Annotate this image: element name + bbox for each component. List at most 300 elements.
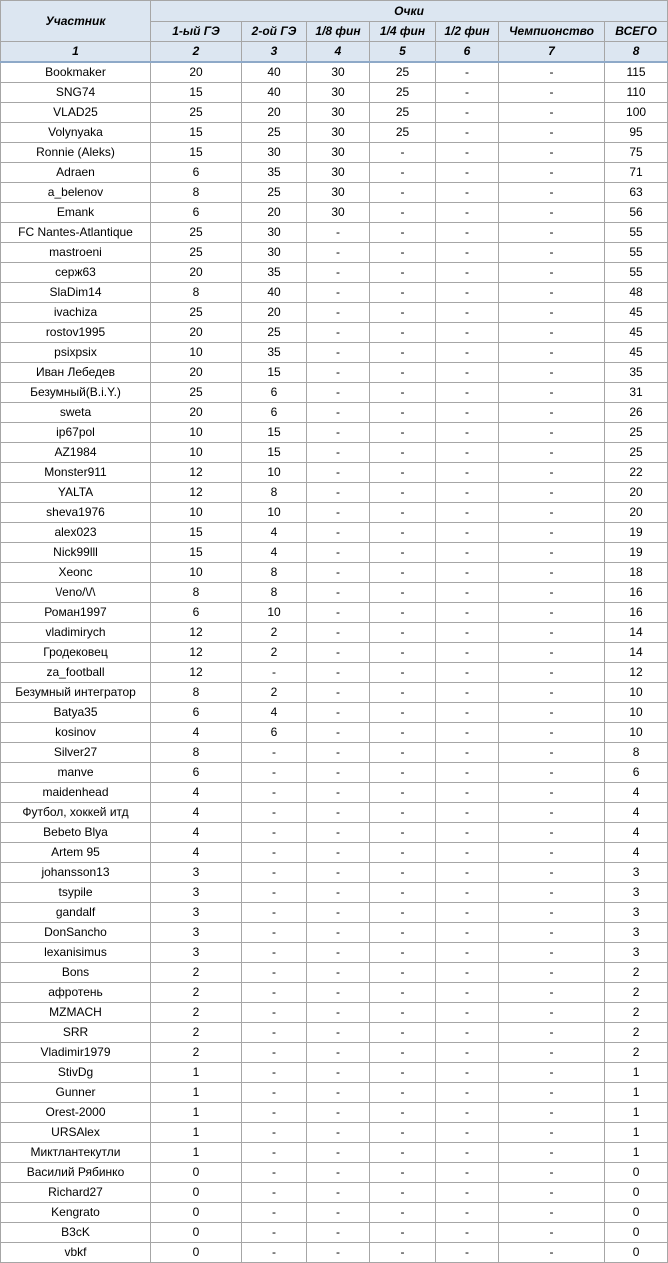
- stage-1-cell: 6: [151, 763, 242, 783]
- participant-name-cell: Adraen: [1, 163, 151, 183]
- semifinal-cell: -: [436, 163, 499, 183]
- total-cell: 45: [605, 323, 668, 343]
- championship-cell: -: [499, 123, 605, 143]
- stage-2-cell: 2: [242, 643, 307, 663]
- semifinal-cell: -: [436, 1003, 499, 1023]
- semifinal-cell: -: [436, 603, 499, 623]
- participant-name-cell: Безумный интегратор: [1, 683, 151, 703]
- stage-1-cell: 1: [151, 1063, 242, 1083]
- stage-2-cell: 25: [242, 323, 307, 343]
- round-of-16-cell: -: [307, 1223, 370, 1243]
- quarterfinal-cell: -: [370, 863, 436, 883]
- quarterfinal-cell: -: [370, 403, 436, 423]
- round-of-16-cell: -: [307, 1203, 370, 1223]
- total-cell: 71: [605, 163, 668, 183]
- total-cell: 14: [605, 623, 668, 643]
- stage-2-cell: -: [242, 1183, 307, 1203]
- participant-name-cell: psixpsix: [1, 343, 151, 363]
- round-of-16-cell: -: [307, 403, 370, 423]
- quarterfinal-cell: -: [370, 303, 436, 323]
- total-cell: 19: [605, 523, 668, 543]
- column-number: 8: [605, 42, 668, 63]
- round-of-16-cell: -: [307, 363, 370, 383]
- quarterfinal-cell: -: [370, 543, 436, 563]
- total-cell: 19: [605, 543, 668, 563]
- stage-1-cell: 4: [151, 823, 242, 843]
- round-of-16-cell: -: [307, 423, 370, 443]
- table-row: [1, 1003, 668, 1023]
- championship-cell: -: [499, 963, 605, 983]
- quarterfinal-cell: -: [370, 1143, 436, 1163]
- quarterfinal-cell: -: [370, 203, 436, 223]
- championship-cell: -: [499, 1023, 605, 1043]
- table-row: [1, 543, 668, 563]
- participant-name-cell: VLAD25: [1, 103, 151, 123]
- championship-cell: -: [499, 243, 605, 263]
- stage-2-cell: 2: [242, 683, 307, 703]
- table-row: [1, 743, 668, 763]
- table-row: [1, 423, 668, 443]
- table-row: [1, 583, 668, 603]
- participant-name-cell: Xeonc: [1, 563, 151, 583]
- participant-name-cell: gandalf: [1, 903, 151, 923]
- stage-1-cell: 4: [151, 803, 242, 823]
- round-of-16-cell: 30: [307, 163, 370, 183]
- stage-1-cell: 1: [151, 1123, 242, 1143]
- stage-2-cell: 40: [242, 83, 307, 103]
- quarterfinal-cell: -: [370, 283, 436, 303]
- stage-2-cell: -: [242, 1063, 307, 1083]
- total-cell: 35: [605, 363, 668, 383]
- quarterfinal-cell: -: [370, 743, 436, 763]
- championship-cell: -: [499, 703, 605, 723]
- total-cell: 26: [605, 403, 668, 423]
- championship-cell: -: [499, 1063, 605, 1083]
- round-of-16-cell: -: [307, 443, 370, 463]
- quarterfinal-cell: -: [370, 1003, 436, 1023]
- stage-1-cell: 3: [151, 903, 242, 923]
- stage-1-cell: 0: [151, 1243, 242, 1263]
- round-of-16-cell: 30: [307, 103, 370, 123]
- participant-name-cell: Monster911: [1, 463, 151, 483]
- round-of-16-cell: 30: [307, 203, 370, 223]
- header-points: Очки: [151, 1, 668, 22]
- table-row: [1, 163, 668, 183]
- quarterfinal-cell: -: [370, 683, 436, 703]
- participant-name-cell: B3cK: [1, 1223, 151, 1243]
- total-cell: 16: [605, 583, 668, 603]
- quarterfinal-cell: -: [370, 963, 436, 983]
- total-cell: 4: [605, 823, 668, 843]
- championship-cell: -: [499, 943, 605, 963]
- semifinal-cell: -: [436, 403, 499, 423]
- round-of-16-cell: -: [307, 603, 370, 623]
- participant-name-cell: Emank: [1, 203, 151, 223]
- semifinal-cell: -: [436, 483, 499, 503]
- participant-name-cell: ip67pol: [1, 423, 151, 443]
- total-cell: 3: [605, 903, 668, 923]
- stage-2-cell: 8: [242, 583, 307, 603]
- semifinal-cell: -: [436, 563, 499, 583]
- stage-1-cell: 8: [151, 683, 242, 703]
- participant-name-cell: za_football: [1, 663, 151, 683]
- stage-1-cell: 8: [151, 743, 242, 763]
- stage-2-cell: 20: [242, 303, 307, 323]
- table-row: [1, 863, 668, 883]
- total-cell: 8: [605, 743, 668, 763]
- stage-2-cell: -: [242, 1103, 307, 1123]
- semifinal-cell: -: [436, 1023, 499, 1043]
- stage-1-cell: 25: [151, 383, 242, 403]
- stage-2-cell: -: [242, 763, 307, 783]
- participant-name-cell: Gunner: [1, 1083, 151, 1103]
- stage-1-cell: 8: [151, 183, 242, 203]
- participant-name-cell: vbkf: [1, 1243, 151, 1263]
- table-row: [1, 883, 668, 903]
- stage-1-cell: 0: [151, 1223, 242, 1243]
- participant-name-cell: Футбол, хоккей итд: [1, 803, 151, 823]
- stage-1-cell: 6: [151, 603, 242, 623]
- stage-1-cell: 15: [151, 123, 242, 143]
- table-row: [1, 1083, 668, 1103]
- total-cell: 6: [605, 763, 668, 783]
- championship-cell: -: [499, 443, 605, 463]
- quarterfinal-cell: -: [370, 983, 436, 1003]
- table-row: [1, 1043, 668, 1063]
- round-of-16-cell: -: [307, 1103, 370, 1123]
- semifinal-cell: -: [436, 62, 499, 83]
- total-cell: 45: [605, 303, 668, 323]
- semifinal-cell: -: [436, 663, 499, 683]
- header-stage-2: 2-ой ГЭ: [242, 22, 307, 42]
- round-of-16-cell: -: [307, 923, 370, 943]
- championship-cell: -: [499, 283, 605, 303]
- stage-2-cell: 30: [242, 223, 307, 243]
- stage-1-cell: 1: [151, 1083, 242, 1103]
- header-total: ВСЕГО: [605, 22, 668, 42]
- quarterfinal-cell: -: [370, 483, 436, 503]
- round-of-16-cell: -: [307, 723, 370, 743]
- participant-name-cell: manve: [1, 763, 151, 783]
- participant-name-cell: SlaDim14: [1, 283, 151, 303]
- round-of-16-cell: 30: [307, 123, 370, 143]
- table-row: [1, 463, 668, 483]
- stage-1-cell: 0: [151, 1203, 242, 1223]
- stage-1-cell: 4: [151, 783, 242, 803]
- quarterfinal-cell: -: [370, 163, 436, 183]
- semifinal-cell: -: [436, 1243, 499, 1263]
- semifinal-cell: -: [436, 503, 499, 523]
- quarterfinal-cell: -: [370, 243, 436, 263]
- stage-2-cell: 15: [242, 423, 307, 443]
- round-of-16-cell: -: [307, 503, 370, 523]
- participant-name-cell: FC Nantes-Atlantique: [1, 223, 151, 243]
- table-row: [1, 83, 668, 103]
- semifinal-cell: -: [436, 943, 499, 963]
- column-number: 1: [1, 42, 151, 63]
- semifinal-cell: -: [436, 903, 499, 923]
- participant-name-cell: Ronnie (Aleks): [1, 143, 151, 163]
- quarterfinal-cell: -: [370, 623, 436, 643]
- semifinal-cell: -: [436, 623, 499, 643]
- quarterfinal-cell: -: [370, 343, 436, 363]
- round-of-16-cell: -: [307, 483, 370, 503]
- participant-name-cell: mastroeni: [1, 243, 151, 263]
- round-of-16-cell: -: [307, 863, 370, 883]
- stage-1-cell: 12: [151, 623, 242, 643]
- table-row: [1, 1143, 668, 1163]
- total-cell: 18: [605, 563, 668, 583]
- participant-name-cell: Роман1997: [1, 603, 151, 623]
- quarterfinal-cell: -: [370, 923, 436, 943]
- participant-name-cell: Bookmaker: [1, 62, 151, 83]
- championship-cell: -: [499, 863, 605, 883]
- stage-2-cell: 8: [242, 563, 307, 583]
- stage-2-cell: 20: [242, 103, 307, 123]
- quarterfinal-cell: -: [370, 643, 436, 663]
- table-row: [1, 1183, 668, 1203]
- championship-cell: -: [499, 723, 605, 743]
- table-row: [1, 483, 668, 503]
- round-of-16-cell: -: [307, 303, 370, 323]
- round-of-16-cell: -: [307, 463, 370, 483]
- stage-1-cell: 20: [151, 62, 242, 83]
- semifinal-cell: -: [436, 1103, 499, 1123]
- table-row: [1, 443, 668, 463]
- table-body: [1, 62, 668, 1263]
- stage-2-cell: 10: [242, 463, 307, 483]
- total-cell: 0: [605, 1203, 668, 1223]
- semifinal-cell: -: [436, 383, 499, 403]
- semifinal-cell: -: [436, 883, 499, 903]
- total-cell: 10: [605, 703, 668, 723]
- championship-cell: -: [499, 1123, 605, 1143]
- round-of-16-cell: -: [307, 1183, 370, 1203]
- stage-2-cell: -: [242, 843, 307, 863]
- stage-2-cell: 2: [242, 623, 307, 643]
- table-row: [1, 143, 668, 163]
- quarterfinal-cell: -: [370, 723, 436, 743]
- total-cell: 110: [605, 83, 668, 103]
- championship-cell: -: [499, 523, 605, 543]
- table-row: [1, 123, 668, 143]
- stage-1-cell: 6: [151, 203, 242, 223]
- table-row: [1, 903, 668, 923]
- header-participant: Участник: [1, 1, 151, 42]
- total-cell: 25: [605, 443, 668, 463]
- stage-2-cell: -: [242, 883, 307, 903]
- championship-cell: -: [499, 203, 605, 223]
- total-cell: 48: [605, 283, 668, 303]
- quarterfinal-cell: -: [370, 1203, 436, 1223]
- table-row: [1, 1223, 668, 1243]
- championship-cell: -: [499, 423, 605, 443]
- semifinal-cell: -: [436, 523, 499, 543]
- total-cell: 55: [605, 243, 668, 263]
- total-cell: 0: [605, 1163, 668, 1183]
- round-of-16-cell: 30: [307, 83, 370, 103]
- stage-1-cell: 4: [151, 723, 242, 743]
- stage-1-cell: 20: [151, 323, 242, 343]
- total-cell: 20: [605, 483, 668, 503]
- stage-1-cell: 3: [151, 863, 242, 883]
- round-of-16-cell: -: [307, 223, 370, 243]
- table-row: [1, 183, 668, 203]
- round-of-16-cell: -: [307, 283, 370, 303]
- semifinal-cell: -: [436, 643, 499, 663]
- quarterfinal-cell: -: [370, 1243, 436, 1263]
- quarterfinal-cell: -: [370, 1183, 436, 1203]
- participant-name-cell: lexanisimus: [1, 943, 151, 963]
- championship-cell: -: [499, 1003, 605, 1023]
- participant-name-cell: Vladimir1979: [1, 1043, 151, 1063]
- stage-1-cell: 3: [151, 943, 242, 963]
- stage-2-cell: 30: [242, 243, 307, 263]
- stage-2-cell: 40: [242, 62, 307, 83]
- participant-name-cell: YALTA: [1, 483, 151, 503]
- total-cell: 14: [605, 643, 668, 663]
- table-row: [1, 403, 668, 423]
- quarterfinal-cell: -: [370, 223, 436, 243]
- participant-name-cell: AZ1984: [1, 443, 151, 463]
- stage-2-cell: -: [242, 1003, 307, 1023]
- table-row: [1, 1163, 668, 1183]
- total-cell: 4: [605, 783, 668, 803]
- total-cell: 31: [605, 383, 668, 403]
- championship-cell: -: [499, 803, 605, 823]
- participant-name-cell: серж63: [1, 263, 151, 283]
- championship-cell: -: [499, 563, 605, 583]
- championship-cell: -: [499, 543, 605, 563]
- quarterfinal-cell: -: [370, 943, 436, 963]
- championship-cell: -: [499, 1203, 605, 1223]
- participant-name-cell: alex023: [1, 523, 151, 543]
- semifinal-cell: -: [436, 683, 499, 703]
- semifinal-cell: -: [436, 1203, 499, 1223]
- table-row: [1, 203, 668, 223]
- stage-1-cell: 10: [151, 343, 242, 363]
- table-row: [1, 963, 668, 983]
- participant-name-cell: SRR: [1, 1023, 151, 1043]
- column-number: 4: [307, 42, 370, 63]
- quarterfinal-cell: -: [370, 883, 436, 903]
- semifinal-cell: -: [436, 863, 499, 883]
- stage-1-cell: 8: [151, 283, 242, 303]
- round-of-16-cell: -: [307, 543, 370, 563]
- round-of-16-cell: -: [307, 643, 370, 663]
- round-of-16-cell: -: [307, 963, 370, 983]
- round-of-16-cell: -: [307, 663, 370, 683]
- quarterfinal-cell: -: [370, 463, 436, 483]
- quarterfinal-cell: -: [370, 1063, 436, 1083]
- stage-2-cell: -: [242, 1243, 307, 1263]
- table-row: [1, 1103, 668, 1123]
- stage-2-cell: -: [242, 863, 307, 883]
- total-cell: 4: [605, 843, 668, 863]
- column-number: 5: [370, 42, 436, 63]
- round-of-16-cell: -: [307, 783, 370, 803]
- stage-2-cell: 40: [242, 283, 307, 303]
- semifinal-cell: -: [436, 963, 499, 983]
- stage-2-cell: 4: [242, 543, 307, 563]
- stage-1-cell: 3: [151, 883, 242, 903]
- round-of-16-cell: -: [307, 623, 370, 643]
- stage-2-cell: -: [242, 1023, 307, 1043]
- participant-name-cell: афротень: [1, 983, 151, 1003]
- round-of-16-cell: -: [307, 943, 370, 963]
- stage-1-cell: 25: [151, 103, 242, 123]
- header-quarterfinal: 1/4 фин: [370, 22, 436, 42]
- semifinal-cell: -: [436, 423, 499, 443]
- table-row: [1, 363, 668, 383]
- stage-1-cell: 15: [151, 83, 242, 103]
- semifinal-cell: -: [436, 843, 499, 863]
- round-of-16-cell: -: [307, 1043, 370, 1063]
- table-row: [1, 823, 668, 843]
- header-semifinal: 1/2 фин: [436, 22, 499, 42]
- total-cell: 2: [605, 963, 668, 983]
- participant-name-cell: StivDg: [1, 1063, 151, 1083]
- table-row: [1, 703, 668, 723]
- championship-cell: -: [499, 1223, 605, 1243]
- total-cell: 22: [605, 463, 668, 483]
- semifinal-cell: -: [436, 923, 499, 943]
- total-cell: 1: [605, 1063, 668, 1083]
- participant-name-cell: Orest-2000: [1, 1103, 151, 1123]
- total-cell: 55: [605, 223, 668, 243]
- stage-2-cell: -: [242, 743, 307, 763]
- total-cell: 115: [605, 62, 668, 83]
- stage-1-cell: 12: [151, 483, 242, 503]
- table-row: [1, 763, 668, 783]
- stage-2-cell: -: [242, 823, 307, 843]
- stage-2-cell: -: [242, 1203, 307, 1223]
- round-of-16-cell: -: [307, 1063, 370, 1083]
- table-header: [1, 1, 668, 63]
- total-cell: 95: [605, 123, 668, 143]
- championship-cell: -: [499, 663, 605, 683]
- championship-cell: -: [499, 1083, 605, 1103]
- round-of-16-cell: -: [307, 743, 370, 763]
- total-cell: 3: [605, 943, 668, 963]
- total-cell: 16: [605, 603, 668, 623]
- stage-2-cell: 35: [242, 163, 307, 183]
- table-row: [1, 243, 668, 263]
- semifinal-cell: -: [436, 983, 499, 1003]
- total-cell: 56: [605, 203, 668, 223]
- stage-2-cell: -: [242, 983, 307, 1003]
- table-row: [1, 223, 668, 243]
- participant-name-cell: Bons: [1, 963, 151, 983]
- total-cell: 10: [605, 683, 668, 703]
- stage-1-cell: 15: [151, 143, 242, 163]
- table-row: [1, 1023, 668, 1043]
- table-row: [1, 563, 668, 583]
- quarterfinal-cell: -: [370, 1123, 436, 1143]
- championship-cell: -: [499, 1143, 605, 1163]
- quarterfinal-cell: -: [370, 503, 436, 523]
- stage-2-cell: -: [242, 903, 307, 923]
- stage-1-cell: 4: [151, 843, 242, 863]
- column-number: 3: [242, 42, 307, 63]
- table-row: [1, 783, 668, 803]
- total-cell: 1: [605, 1143, 668, 1163]
- championship-cell: -: [499, 583, 605, 603]
- stage-2-cell: 35: [242, 263, 307, 283]
- semifinal-cell: -: [436, 1163, 499, 1183]
- participant-name-cell: Artem 95: [1, 843, 151, 863]
- round-of-16-cell: -: [307, 823, 370, 843]
